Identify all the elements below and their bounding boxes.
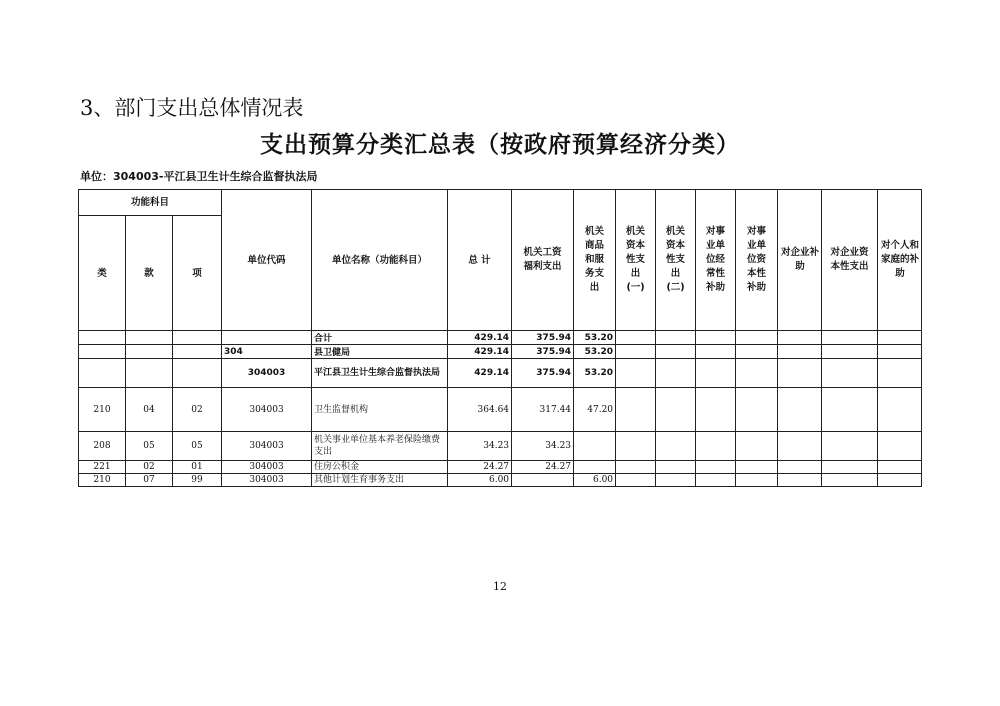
cell-total: 429.14 bbox=[448, 331, 512, 345]
cell-c4 bbox=[656, 359, 696, 388]
c3-header-text: 机关资本性支出(一) bbox=[626, 226, 646, 293]
cell-name: 其他计划生育事务支出 bbox=[312, 474, 448, 487]
cell-xiang bbox=[173, 331, 222, 345]
cell-c2: 53.20 bbox=[574, 331, 616, 345]
cell-lei bbox=[79, 359, 126, 388]
cell-c9 bbox=[878, 461, 922, 474]
cell-c1: 34.23 bbox=[512, 432, 574, 461]
cell-lei: 210 bbox=[79, 388, 126, 432]
table-row bbox=[79, 432, 922, 461]
cell-lei: 208 bbox=[79, 432, 126, 461]
cell-c2: 53.20 bbox=[574, 359, 616, 388]
cell-name: 住房公积金 bbox=[312, 461, 448, 474]
cell-total: 364.64 bbox=[448, 388, 512, 432]
cell-code: 304003 bbox=[222, 432, 312, 461]
section-title: 3、部门支出总体情况表 bbox=[80, 96, 304, 120]
cell-c2 bbox=[574, 432, 616, 461]
c4-header-text: 机关资本性支出(二) bbox=[666, 226, 686, 293]
unit-code-header: 单位代码 bbox=[222, 190, 312, 331]
cell-c1: 375.94 bbox=[512, 359, 574, 388]
table-row bbox=[79, 388, 922, 432]
cell-c4 bbox=[656, 474, 696, 487]
c8-header-text: 对企业资本性支出 bbox=[830, 247, 869, 272]
budget-body bbox=[79, 331, 922, 487]
unit-name-header: 单位名称（功能科目） bbox=[312, 190, 448, 331]
cell-lei bbox=[79, 331, 126, 345]
cell-kuan: 02 bbox=[126, 461, 173, 474]
cell-c8 bbox=[822, 461, 878, 474]
cell-kuan bbox=[126, 345, 173, 359]
cell-c4 bbox=[656, 331, 696, 345]
cell-xiang: 05 bbox=[173, 432, 222, 461]
cell-c3 bbox=[616, 388, 656, 432]
lei-header: 类 bbox=[79, 216, 126, 331]
c7-header bbox=[778, 190, 822, 331]
cell-c2: 6.00 bbox=[574, 474, 616, 487]
cell-c7 bbox=[778, 461, 822, 474]
cell-c3 bbox=[616, 432, 656, 461]
cell-c4 bbox=[656, 388, 696, 432]
cell-c5 bbox=[696, 474, 736, 487]
table-row bbox=[79, 359, 922, 388]
cell-kuan bbox=[126, 359, 173, 388]
cell-c7 bbox=[778, 331, 822, 345]
cell-c3 bbox=[616, 461, 656, 474]
cell-c3 bbox=[616, 331, 656, 345]
cell-xiang bbox=[173, 345, 222, 359]
cell-name: 卫生监督机构 bbox=[312, 388, 448, 432]
c1-header bbox=[512, 190, 574, 331]
cell-c9 bbox=[878, 432, 922, 461]
cell-c4 bbox=[656, 345, 696, 359]
cell-lei: 221 bbox=[79, 461, 126, 474]
c9-header-text: 对个人和家庭的补助 bbox=[881, 240, 920, 279]
page-title: 支出预算分类汇总表（按政府预算经济分类） bbox=[260, 132, 740, 158]
cell-total: 34.23 bbox=[448, 432, 512, 461]
cell-c2 bbox=[574, 461, 616, 474]
cell-c9 bbox=[878, 359, 922, 388]
cell-code: 304 bbox=[222, 345, 312, 359]
xiang-header: 项 bbox=[173, 216, 222, 331]
cell-c8 bbox=[822, 331, 878, 345]
c5-header bbox=[696, 190, 736, 331]
cell-c5 bbox=[696, 432, 736, 461]
cell-name: 机关事业单位基本养老保险缴费支出 bbox=[312, 432, 448, 461]
cell-c5 bbox=[696, 461, 736, 474]
cell-c3 bbox=[616, 474, 656, 487]
cell-c6 bbox=[736, 359, 778, 388]
unit-line: 单位：304003-平江县卫生计生综合监督执法局 bbox=[80, 170, 318, 183]
cell-name: 县卫健局 bbox=[312, 345, 448, 359]
cell-kuan: 04 bbox=[126, 388, 173, 432]
cell-c7 bbox=[778, 432, 822, 461]
table-row bbox=[79, 461, 922, 474]
kuan-header: 款 bbox=[126, 216, 173, 331]
c6-header-text: 对事业单位资本性补助 bbox=[747, 226, 767, 293]
cell-code: 304003 bbox=[222, 461, 312, 474]
cell-c9 bbox=[878, 331, 922, 345]
c6-header bbox=[736, 190, 778, 331]
cell-name: 合计 bbox=[312, 331, 448, 345]
cell-xiang: 02 bbox=[173, 388, 222, 432]
c4-header bbox=[656, 190, 696, 331]
cell-c7 bbox=[778, 474, 822, 487]
cell-c1 bbox=[512, 474, 574, 487]
cell-code: 304003 bbox=[222, 474, 312, 487]
cell-c9 bbox=[878, 388, 922, 432]
cell-c7 bbox=[778, 388, 822, 432]
c3-header bbox=[616, 190, 656, 331]
table-row bbox=[79, 331, 922, 345]
cell-c1: 24.27 bbox=[512, 461, 574, 474]
c5-header-text: 对事业单位经常性补助 bbox=[706, 226, 726, 293]
cell-c6 bbox=[736, 461, 778, 474]
header-group-row bbox=[79, 190, 922, 216]
cell-c8 bbox=[822, 359, 878, 388]
cell-c1: 375.94 bbox=[512, 331, 574, 345]
cell-c5 bbox=[696, 359, 736, 388]
cell-c8 bbox=[822, 388, 878, 432]
cell-c8 bbox=[822, 474, 878, 487]
c7-header-text: 对企业补助 bbox=[781, 247, 820, 272]
c8-header bbox=[822, 190, 878, 331]
cell-xiang: 99 bbox=[173, 474, 222, 487]
cell-c5 bbox=[696, 345, 736, 359]
cell-lei bbox=[79, 345, 126, 359]
cell-c5 bbox=[696, 331, 736, 345]
c1-header-text: 机关工资福利支出 bbox=[523, 247, 562, 272]
cell-c6 bbox=[736, 331, 778, 345]
cell-c3 bbox=[616, 359, 656, 388]
total-header: 总 计 bbox=[448, 190, 512, 331]
cell-c9 bbox=[878, 474, 922, 487]
cell-c1: 317.44 bbox=[512, 388, 574, 432]
cell-total: 6.00 bbox=[448, 474, 512, 487]
page-number: 12 bbox=[493, 580, 507, 593]
cell-c8 bbox=[822, 345, 878, 359]
cell-code bbox=[222, 331, 312, 345]
cell-code: 304003 bbox=[222, 359, 312, 388]
function-group-header: 功能科目 bbox=[79, 190, 222, 216]
c2-header bbox=[574, 190, 616, 331]
cell-total: 429.14 bbox=[448, 345, 512, 359]
cell-kuan bbox=[126, 331, 173, 345]
cell-c7 bbox=[778, 359, 822, 388]
cell-name: 平江县卫生计生综合监督执法局 bbox=[312, 359, 448, 388]
cell-c6 bbox=[736, 388, 778, 432]
cell-c9 bbox=[878, 345, 922, 359]
table-row bbox=[79, 345, 922, 359]
cell-c3 bbox=[616, 345, 656, 359]
cell-c5 bbox=[696, 388, 736, 432]
c9-header bbox=[878, 190, 922, 331]
cell-code: 304003 bbox=[222, 388, 312, 432]
cell-kuan: 05 bbox=[126, 432, 173, 461]
cell-c8 bbox=[822, 432, 878, 461]
cell-c2: 53.20 bbox=[574, 345, 616, 359]
cell-c6 bbox=[736, 474, 778, 487]
cell-c4 bbox=[656, 432, 696, 461]
cell-lei: 210 bbox=[79, 474, 126, 487]
cell-c7 bbox=[778, 345, 822, 359]
cell-c1: 375.94 bbox=[512, 345, 574, 359]
cell-c2: 47.20 bbox=[574, 388, 616, 432]
cell-c6 bbox=[736, 432, 778, 461]
budget-table bbox=[78, 189, 922, 487]
cell-total: 429.14 bbox=[448, 359, 512, 388]
cell-c4 bbox=[656, 461, 696, 474]
cell-kuan: 07 bbox=[126, 474, 173, 487]
cell-c6 bbox=[736, 345, 778, 359]
c2-header-text: 机关商品和服务支出 bbox=[585, 226, 605, 293]
cell-xiang: 01 bbox=[173, 461, 222, 474]
cell-xiang bbox=[173, 359, 222, 388]
cell-total: 24.27 bbox=[448, 461, 512, 474]
table-row bbox=[79, 474, 922, 487]
